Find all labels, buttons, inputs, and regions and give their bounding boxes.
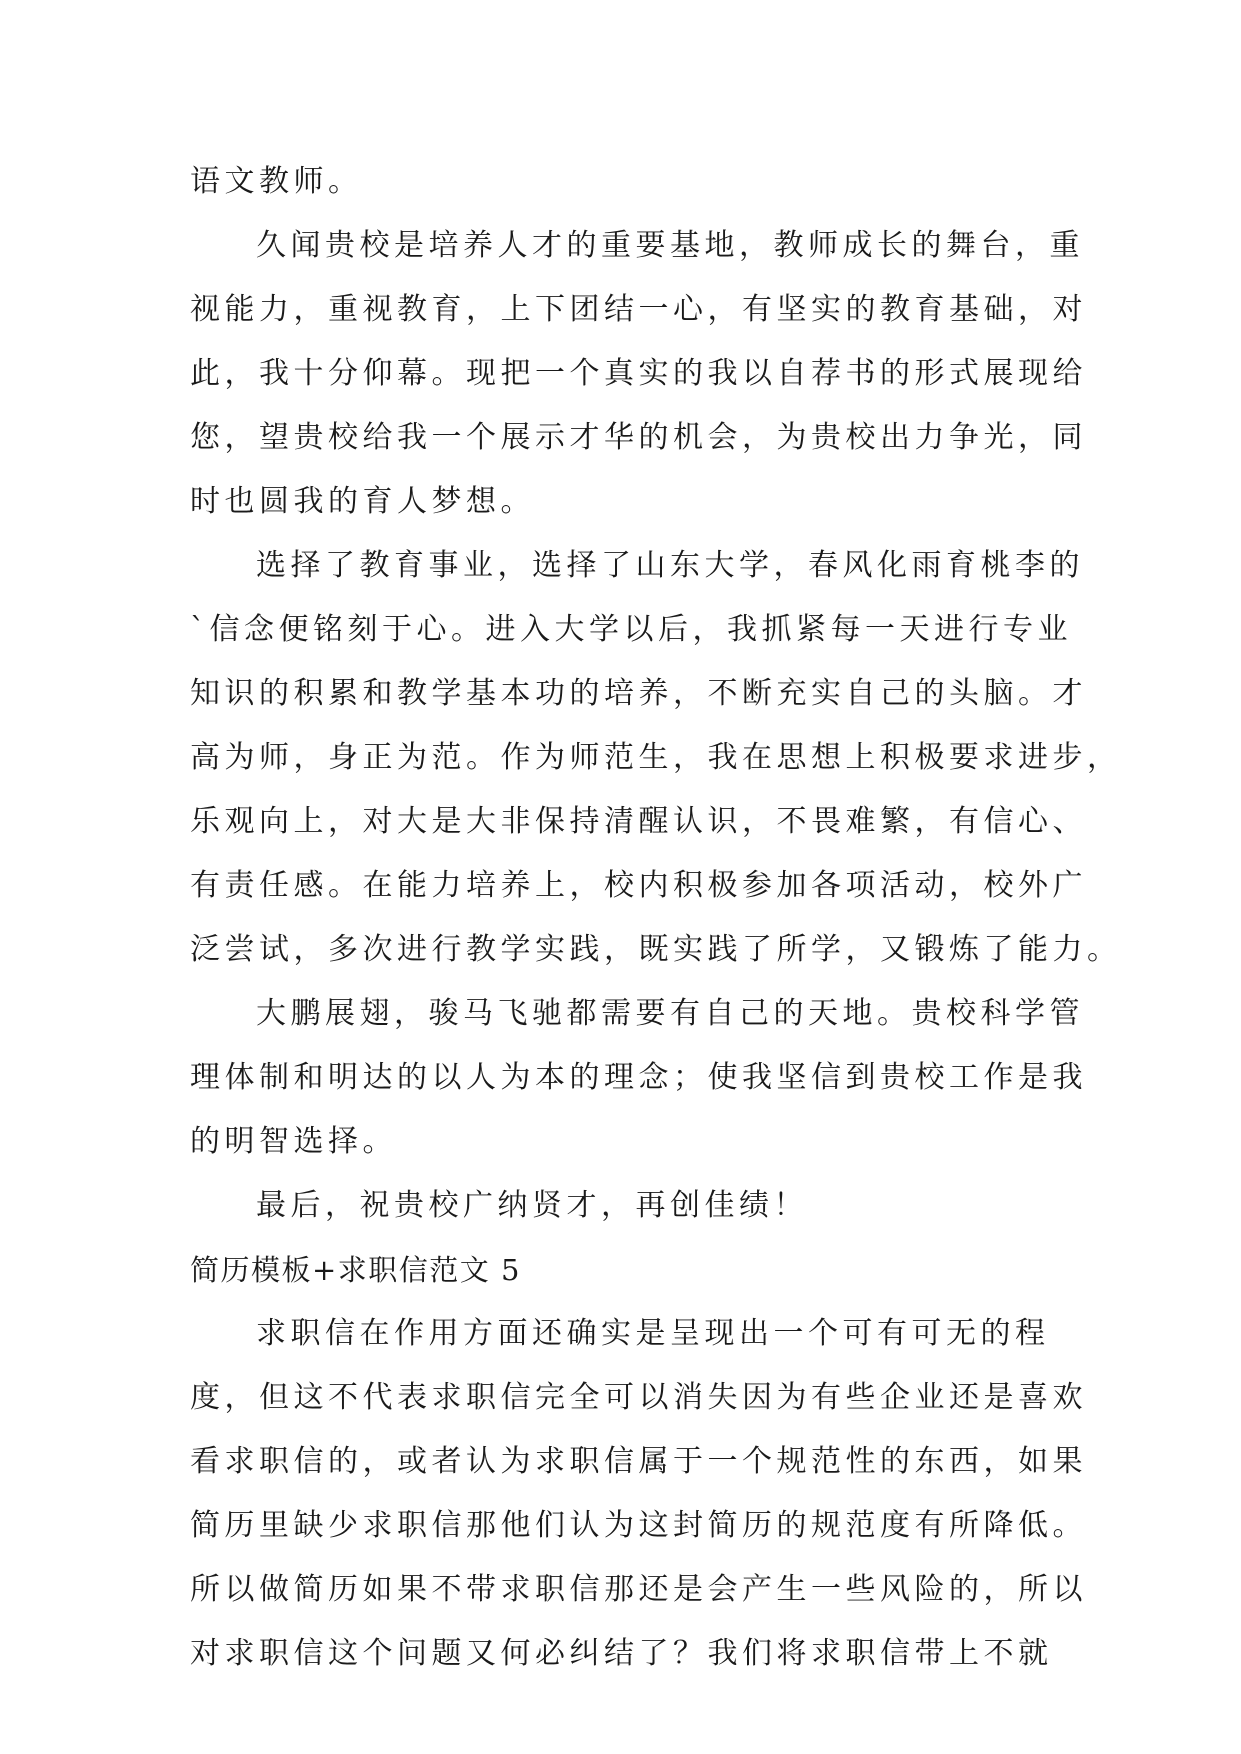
paragraph-first-line: 久闻贵校是培养人才的重要基地，教师成长的舞台，重 <box>256 228 1084 263</box>
text-line: 对求职信这个问题又何必纠结了？我们将求职信带上不就 <box>190 1636 1053 1671</box>
text-line: 此，我十分仰幕。现把一个真实的我以自荐书的形式展现给 <box>190 356 1087 391</box>
text-line: 视能力，重视教育，上下团结一心，有坚实的教育基础，对 <box>190 292 1087 327</box>
paragraph-first-line: 求职信在作用方面还确实是呈现出一个可有可无的程 <box>256 1316 1050 1351</box>
text-line: 您，望贵校给我一个展示才华的机会，为贵校出力争光，同 <box>190 420 1087 455</box>
text-line: 知识的积累和教学基本功的培养，不断充实自己的头脑。才 <box>190 676 1087 711</box>
text-line: 乐观向上，对大是大非保持清醒认识，不畏难繁，有信心、 <box>190 804 1087 839</box>
text-line: 的明智选择。 <box>190 1124 397 1159</box>
text-line: 度，但这不代表求职信完全可以消失因为有些企业还是喜欢 <box>190 1380 1087 1415</box>
text-line: 时也圆我的育人梦想。 <box>190 484 535 519</box>
document-body <box>190 150 1122 1686</box>
text-line: 语文教师。 <box>190 164 363 199</box>
paragraph-first-line: 选择了教育事业，选择了山东大学，春风化雨育桃李的 <box>256 548 1084 583</box>
paragraph-first-line: 大鹏展翅，骏马飞驰都需要有自己的天地。贵校科学管 <box>256 996 1084 1031</box>
paragraph-first-line: 最后，祝贵校广纳贤才，再创佳绩！ <box>256 1188 808 1223</box>
text-line: 看求职信的，或者认为求职信属于一个规范性的东西，如果 <box>190 1444 1087 1479</box>
text-line: 高为师，身正为范。作为师范生，我在思想上积极要求进步， <box>190 740 1122 775</box>
text-line: 所以做简历如果不带求职信那还是会产生一些风险的，所以 <box>190 1572 1087 1607</box>
text-line: 理体制和明达的以人为本的理念；使我坚信到贵校工作是我 <box>190 1060 1087 1095</box>
text-line: 简历里缺少求职信那他们认为这封简历的规范度有所降低。 <box>190 1508 1087 1543</box>
text-line: 泛尝试，多次进行教学实践，既实践了所学，又锻炼了能力。 <box>190 932 1122 967</box>
text-line: 有责任感。在能力培养上，校内积极参加各项活动，校外广 <box>190 868 1087 903</box>
section-heading: 简历模板+求职信范文 5 <box>190 1253 521 1287</box>
text-line: `信念便铭刻于心。进入大学以后，我抓紧每一天进行专业 <box>190 612 1072 647</box>
